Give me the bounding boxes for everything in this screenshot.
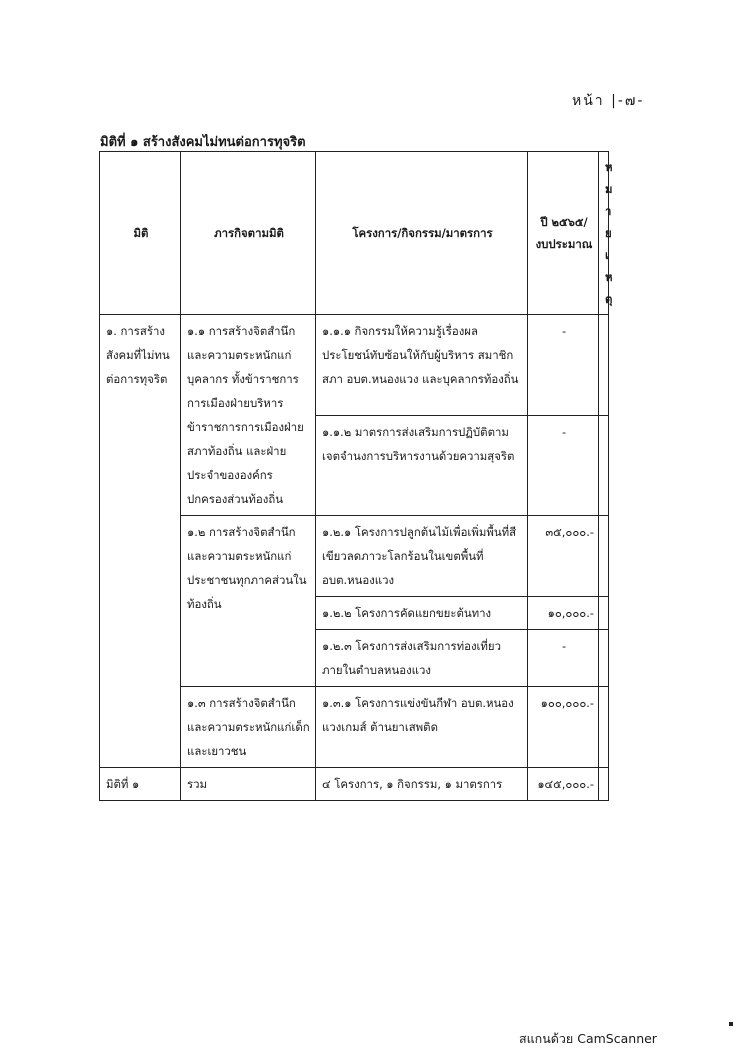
remark-cell (599, 768, 609, 801)
total-summary: ๔ โครงการ, ๑ กิจกรรม, ๑ มาตรการ (316, 768, 528, 801)
remark-cell (599, 687, 609, 768)
budget-cell: ๑๐๐,๐๐๐.- (528, 687, 599, 768)
scan-mark (729, 1022, 733, 1026)
budget-cell: ๓๕,๐๐๐.- (528, 516, 599, 597)
mission-cell: ๑.๒ การสร้างจิตสำนึกและความตระหนักแก่ประชาชนทุกภาคส่วนในท้องถิ่น (181, 516, 316, 687)
budget-cell: - (528, 315, 599, 416)
mission-cell: ๑.๓ การสร้างจิตสำนึกและความตระหนักแก่เด็กและเยาวชน (181, 687, 316, 768)
project-cell: ๑.๒.๑ โครงการปลูกต้นไม้เพื่อเพิ่มพื้นที่สีเขียวลดภาวะโลกร้อนในเขตพื้นที่ อบต.หนองแวง (316, 516, 528, 597)
total-budget: ๑๔๕,๐๐๐.- (528, 768, 599, 801)
header-dimension: มิติ (100, 152, 181, 315)
project-cell: ๑.๑.๒ มาตรการส่งเสริมการปฏิบัติตามเจตจำนงการบริหารงานด้วยความสุจริต (316, 415, 528, 516)
dimension-cell: ๑. การสร้างสังคมที่ไม่ทนต่อการทุจริต (100, 315, 181, 768)
budget-cell: - (528, 630, 599, 687)
remark-cell (599, 597, 609, 630)
page-number: หน้า |-๗- (572, 93, 645, 109)
remark-cell (599, 415, 609, 516)
remark-cell (599, 630, 609, 687)
mission-cell: ๑.๑ การสร้างจิตสำนึกและความตระหนักแก่บุคลากร ทั้งข้าราชการการเมืองฝ่ายบริหาร ข้าราชการการเมืองฝ่ายสภาท้องถิ่น และฝ่ายประจำขององค์กรปกครองส่วนท้องถิ่น (181, 315, 316, 516)
budget-cell: - (528, 415, 599, 516)
project-cell: ๑.๓.๑ โครงการแข่งขันกีฬา อบต.หนองแวงเกมส์ ต้านยาเสพติด (316, 687, 528, 768)
plan-table (99, 151, 613, 801)
total-row (100, 768, 609, 801)
budget-cell: ๑๐,๐๐๐.- (528, 597, 599, 630)
header-project: โครงการ/กิจกรรม/มาตรการ (316, 152, 528, 315)
project-cell: ๑.๒.๒ โครงการคัดแยกขยะต้นทาง (316, 597, 528, 630)
total-dimension: มิติที่ ๑ (100, 768, 181, 801)
project-cell: ๑.๒.๓ โครงการส่งเสริมการท่องเที่ยวภายในตำบลหนองแวง (316, 630, 528, 687)
section-heading: มิติที่ ๑ สร้างสังคมไม่ทนต่อการทุจริต (100, 135, 306, 150)
table-row (100, 315, 609, 416)
header-budget: ปี ๒๕๖๕/ งบประมาณ (528, 152, 599, 315)
remark-cell (599, 315, 609, 416)
scanner-watermark: สแกนด้วย CamScanner (519, 1031, 657, 1046)
remark-cell (599, 516, 609, 597)
project-cell: ๑.๑.๑ กิจกรรมให้ความรู้เรื่องผลประโยชน์ทับซ้อนให้กับผู้บริหาร สมาชิกสภา อบต.หนองแวง และบุคลากรท้องถิ่น (316, 315, 528, 416)
header-mission: ภารกิจตามมิติ (181, 152, 316, 315)
table-header-row (100, 152, 609, 315)
total-label: รวม (181, 768, 316, 801)
header-remark: หมาย เหตุ (599, 152, 609, 315)
